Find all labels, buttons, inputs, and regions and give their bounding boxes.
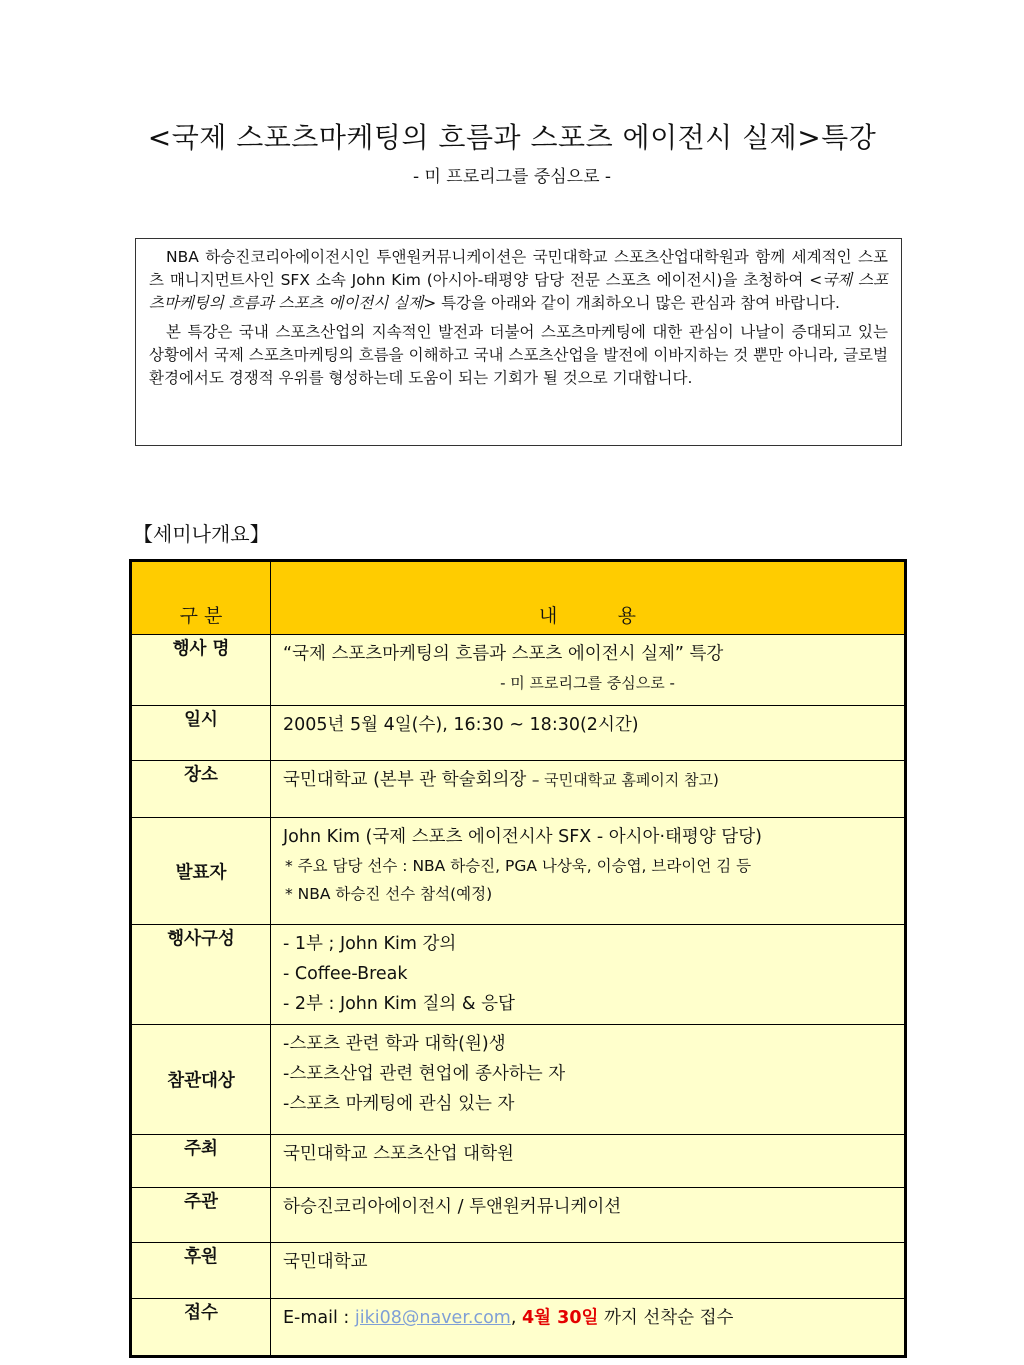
venue-note: – 국민대학교 홈페이지 참고) <box>531 771 719 789</box>
row-label-presenter: 발표자 <box>131 818 271 925</box>
table-row <box>131 761 906 818</box>
list-item: -스포츠 관련 학과 대학(원)생 <box>283 1034 506 1054</box>
page-subtitle: - 미 프로리그를 중심으로 - <box>412 167 612 187</box>
section-title: 【세미나개요】 <box>133 522 270 546</box>
list-item: - 1부 ; John Kim 강의 <box>283 934 457 954</box>
row-value-sponsor <box>271 1243 906 1299</box>
row-label-organizer: 주관 <box>131 1188 271 1243</box>
list-item: -스포츠 마케팅에 관심 있는 자 <box>283 1094 515 1114</box>
presenter-name: John Kim (국제 스포츠 에이전시사 SFX - 아시아·태평양 담당) <box>283 827 762 847</box>
row-label-venue: 장소 <box>131 761 271 818</box>
intro-paragraph-2: 본 특강은 국내 스포츠산업의 지속적인 발전과 더불어 스포츠마케팅에 대한 관심이 나날이 증대되고 있는 상황에서 국제 스포츠마케팅의 흐름을 이해하고 국내 스포츠산업을 발전에 이바지하는 것 뿐만 아니라, 글로벌 환경에서도 경쟁적 우위를 형성하는데 도움이 되는 기회가 될 것으로 기대합니다. <box>149 323 888 387</box>
table-row <box>131 1188 906 1243</box>
intro-text-end: 특강을 아래와 같이 개최하오니 많은 관심과 참여 바랍니다. <box>436 294 840 312</box>
table-row <box>131 1243 906 1299</box>
row-value-registration <box>271 1299 906 1357</box>
intro-paragraph-1 <box>149 246 888 315</box>
registration-suffix: 까지 선착순 접수 <box>598 1308 734 1328</box>
table-row <box>131 1299 906 1357</box>
header-content: 내 용 <box>271 561 906 635</box>
row-label-audience: 참관대상 <box>131 1025 271 1135</box>
list-item: -스포츠산업 관련 현업에 종사하는 자 <box>283 1064 566 1084</box>
presenter-players: * 주요 담당 선수 : NBA 하승진, PGA 나상욱, 이승엽, 브라이언 김 등 <box>285 857 752 875</box>
intro-text: NBA 하승진코리아에이전시인 투앤원커뮤니케이션은 국민대학교 스포츠산업대학원과 함께 세계적인 스포츠 매니지먼트사인 SFX 소속 John Kim (아시아-태평양 담당 전문 스포츠 에이전시)을 초청하여 <box>149 248 888 289</box>
organizer-text: 하승진코리아에이전시 / 투앤원커뮤니케이션 <box>283 1197 622 1217</box>
table-row <box>131 1025 906 1135</box>
row-value-organizer <box>271 1188 906 1243</box>
table-header-row <box>131 561 906 635</box>
row-value-venue <box>271 761 906 818</box>
row-label-sponsor: 후원 <box>131 1243 271 1299</box>
page-title: <국제 스포츠마케팅의 흐름과 스포츠 에이전시 실제>특강 <box>147 121 877 154</box>
list-item: - Coffee-Break <box>283 964 408 984</box>
presenter-attendance: * NBA 하승진 선수 참석(예정) <box>285 885 493 903</box>
deadline-text: 4월 30일 <box>522 1308 599 1328</box>
table-row <box>131 818 906 925</box>
row-label-datetime: 일시 <box>131 706 271 761</box>
row-value-datetime <box>271 706 906 761</box>
registration-separator: , <box>510 1308 522 1328</box>
table-row <box>131 635 906 706</box>
table-row <box>131 706 906 761</box>
table-row <box>131 1135 906 1188</box>
sponsor-text: 국민대학교 <box>283 1252 368 1272</box>
venue-text: 국민대학교 (본부 관 학술회의장 <box>283 770 532 790</box>
host-text: 국민대학교 스포츠산업 대학원 <box>283 1144 514 1164</box>
event-title: “국제 스포츠마케팅의 흐름과 스포츠 에이전시 실제” 특강 <box>283 644 724 664</box>
row-value-audience <box>271 1025 906 1135</box>
row-value-event <box>271 635 906 706</box>
header-category: 구 분 <box>131 561 271 635</box>
event-subtitle: - 미 프로리그를 중심으로 - <box>500 674 675 692</box>
row-label-host: 주최 <box>131 1135 271 1188</box>
row-label-registration: 접수 <box>131 1299 271 1357</box>
email-link[interactable]: jiki08@naver.com <box>354 1308 511 1328</box>
seminar-overview-table <box>129 559 907 1358</box>
row-value-presenter <box>271 818 906 925</box>
row-value-program <box>271 925 906 1025</box>
row-label-program: 행사구성 <box>131 925 271 1025</box>
row-value-host <box>271 1135 906 1188</box>
intro-emphasis: <국제 스포츠마케팅의 흐름과 스포츠 에이전시 실제> <box>149 271 888 312</box>
registration-prefix: E-mail : <box>283 1308 355 1328</box>
list-item: - 2부 : John Kim 질의 & 응답 <box>283 994 515 1014</box>
row-label-event: 행사 명 <box>131 635 271 706</box>
table-row <box>131 925 906 1025</box>
intro-box <box>135 238 902 446</box>
datetime-text: 2005년 5월 4일(수), 16:30 ~ 18:30(2시간) <box>283 715 639 735</box>
